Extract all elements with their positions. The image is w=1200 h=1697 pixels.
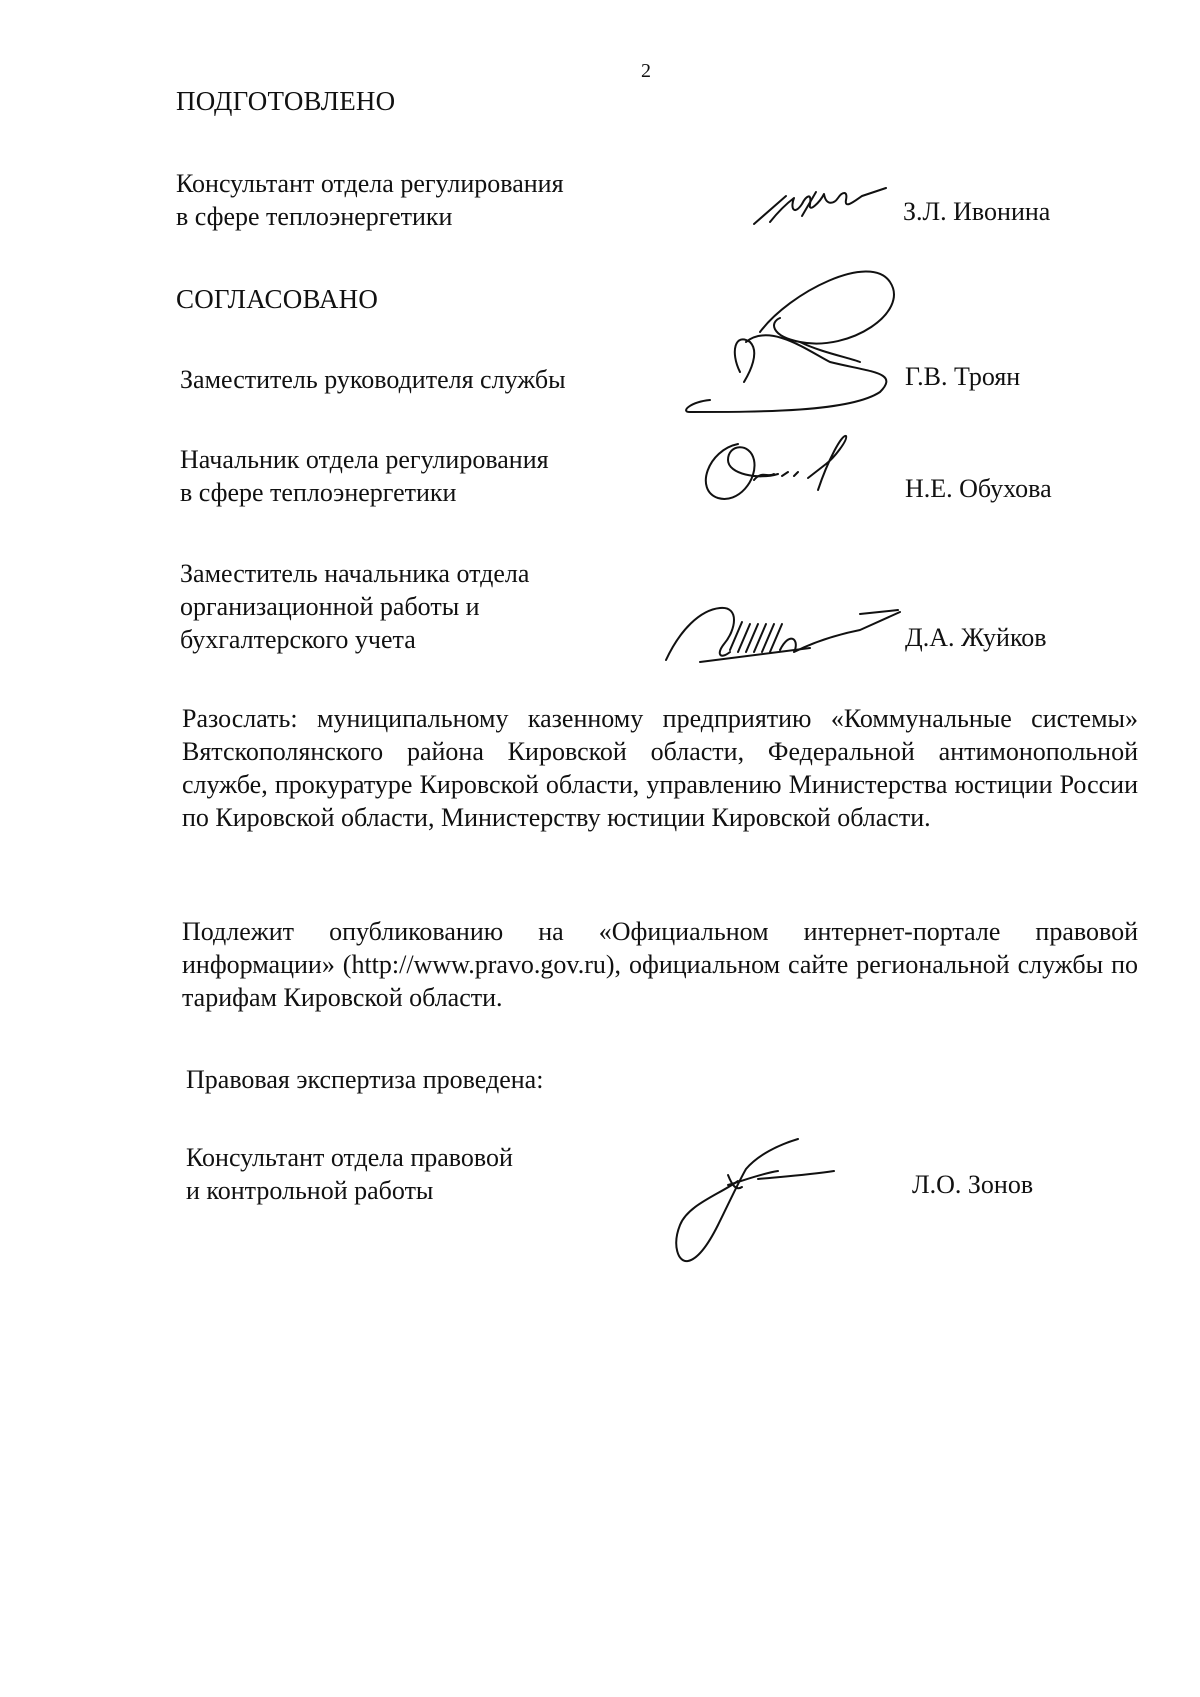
agreed-role-1 xyxy=(180,363,650,396)
prepared-heading: ПОДГОТОВЛЕНО xyxy=(176,86,396,116)
agreed-role-3 xyxy=(180,557,650,656)
page-number: 2 xyxy=(641,60,651,82)
legal-review-role-line: Консультант отдела правовой xyxy=(186,1143,513,1172)
agreed-role-line: организационной работы и xyxy=(180,592,480,621)
agreed-role-line: Заместитель начальника отдела xyxy=(180,559,530,588)
agreed-role-line: Заместитель руководителя службы xyxy=(180,365,566,394)
agreed-signer-1: Г.В. Троян xyxy=(905,362,1021,391)
agreed-heading: СОГЛАСОВАНО xyxy=(176,284,379,314)
legal-review-role-line: и контрольной работы xyxy=(186,1176,434,1205)
prepared-role-line: в сфере теплоэнергетики xyxy=(176,202,453,231)
agreed-signer-3: Д.А. Жуйков xyxy=(905,623,1047,652)
agreed-role-line: бухгалтерского учета xyxy=(180,625,416,654)
signature-zonov xyxy=(668,1135,838,1265)
distribution-paragraph: Разослать: муниципальному казенному предприятию «Коммунальные системы» Вятскополянского района Кировской области, Федеральной антимонопольной службе, прокуратуре Кировской области, управлению Министерства юстиции России по Кировской области, Министерству юстиции Кировской области. xyxy=(182,704,1138,832)
legal-review-note: Правовая экспертиза проведена: xyxy=(186,1065,544,1094)
agreed-role-line: в сфере теплоэнергетики xyxy=(180,478,457,507)
signature-ivonina xyxy=(750,182,890,232)
signature-troyan xyxy=(680,262,920,422)
legal-review-signer: Л.О. Зонов xyxy=(912,1170,1034,1199)
signature-zhuikov xyxy=(660,600,910,670)
agreed-role-2 xyxy=(180,443,650,509)
publication-paragraph: Подлежит опубликованию на «Официальном интернет-портале правовой информации» (http://www.pravo.gov.ru), официальном сайте региональной службы по тарифам Кировской области. xyxy=(182,917,1138,1012)
agreed-signer-2: Н.Е. Обухова xyxy=(905,474,1052,503)
signature-obukhova xyxy=(698,430,858,510)
prepared-signer: З.Л. Ивонина xyxy=(903,197,1051,226)
prepared-role-line: Консультант отдела регулирования xyxy=(176,169,564,198)
prepared-role xyxy=(176,167,646,233)
legal-review-role xyxy=(186,1141,656,1207)
agreed-role-line: Начальник отдела регулирования xyxy=(180,445,549,474)
